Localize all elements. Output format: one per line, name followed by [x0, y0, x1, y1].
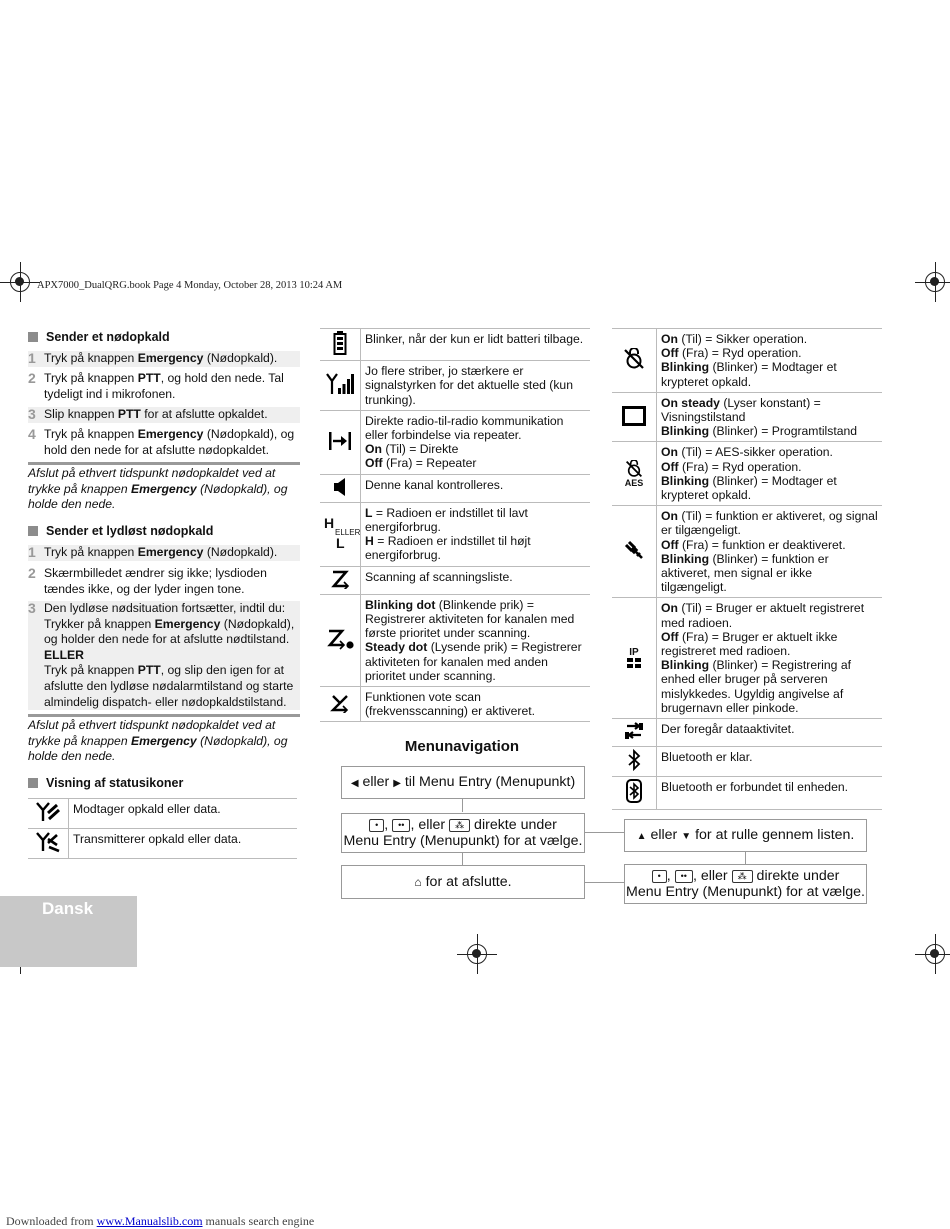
icon-row: [320, 410, 590, 474]
icon-row: [320, 687, 590, 722]
step-number: 2: [28, 370, 36, 386]
step-number: 4: [28, 426, 36, 442]
transmit-icon: [28, 829, 69, 859]
icon-description: Bluetooth er klar.: [657, 747, 883, 777]
step-number: 3: [28, 406, 36, 422]
download-footer: [6, 1214, 314, 1229]
down-arrow-icon: ▼: [681, 830, 692, 842]
icon-description: Bluetooth er forbundet til enheden.: [657, 777, 883, 809]
h-letter: H: [324, 515, 335, 532]
section-title-silent-emergency: [28, 524, 213, 538]
icon-description: Der foregår dataaktivitet.: [657, 719, 883, 747]
softkey-one-dot-icon: •: [369, 819, 384, 832]
menu-box-select: [341, 813, 585, 853]
battery-icon: [320, 329, 361, 361]
menu-text: ,: [384, 817, 393, 833]
crop-mark-bottom-center: [457, 934, 497, 974]
manualslib-link[interactable]: www.Manualslib.com: [96, 1214, 203, 1228]
icon-description: On (Til) = funktion er aktiveret, og signal er tilgængeligt. Off (Fra) = funktion er deaktiveret. Blinking (Blinker) = funktion er aktiveret, men signal er ikke tilgængeligt.: [657, 506, 883, 598]
flow-arrow: [584, 882, 624, 883]
step-text: Tryk på knappen Emergency (Nødopkald), og hold den nede for at afslutte nødopkaldet.: [44, 427, 295, 457]
mode-icon: [612, 392, 657, 442]
ip-registration-icon: [612, 598, 657, 719]
crop-mark-top-right: [915, 262, 950, 302]
priority-scan-icon: [320, 594, 361, 686]
section-title-emergency: [28, 330, 170, 344]
softkey-two-dot-icon: ••: [392, 819, 410, 832]
aes-secure-icon: [612, 442, 657, 506]
icon-description: On (Til) = Sikker operation. Off (Fra) = Ryd operation. Blinking (Blinker) = Modtager et krypteret opkald.: [657, 329, 883, 393]
icon-description: On steady (Lyser konstant) = Visningstilstand Blinking (Blinker) = Programtilstand: [657, 392, 883, 442]
menu-text: , eller: [410, 817, 450, 833]
menu-text: Menu Entry (Menupunkt) for at vælge.: [343, 833, 583, 849]
icon-row: [612, 329, 882, 393]
note-text: Afslut på ethvert tidspunkt nødopkaldet ved at trykke på knappen Emergency (Nødopkald), og holde den nede.: [28, 714, 300, 765]
step-text: Tryk på knappen PTT, og hold den nede. Tal tydeligt ind i mikrofonen.: [44, 371, 284, 401]
step-number: 3: [28, 600, 36, 616]
section-square-icon: [28, 526, 38, 536]
icon-description: Direkte radio-til-radio kommunikation eller forbindelse via repeater. On (Til) = Direkte Off (Fra) = Repeater: [361, 410, 591, 474]
section-title-text: Visning af statusikoner: [46, 776, 184, 790]
section-title-text: Sender et lydløst nødopkald: [46, 524, 214, 538]
flow-arrow: [584, 832, 624, 833]
icon-row: [612, 442, 882, 506]
section-square-icon: [28, 332, 38, 342]
menu-text: eller: [646, 826, 682, 843]
step-text: Skærmbilledet ændrer sig ikke; lysdioden tændes ikke, og der lyder ingen tone.: [44, 566, 267, 596]
receive-icon: [28, 799, 69, 829]
step-text: Tryk på knappen Emergency (Nødopkald).: [44, 351, 278, 365]
bluetooth-icon: [612, 747, 657, 777]
icon-row: [612, 719, 882, 747]
icon-description: L = Radioen er indstillet til lavt energiforbrug. H = Radioen er indstillet til højt energiforbrug.: [361, 502, 591, 566]
signal-strength-icon: [320, 361, 361, 411]
icon-row: [28, 829, 297, 859]
monitor-icon: [320, 474, 361, 502]
step-number: 2: [28, 565, 36, 581]
up-arrow-icon: ▲: [636, 830, 647, 842]
menu-navigation-title: Menunavigation: [404, 738, 520, 755]
step-item: [28, 371, 300, 402]
section-title-status-icons: [28, 776, 183, 790]
icon-row: [612, 598, 882, 719]
language-tab: [0, 896, 137, 967]
softkey-one-dot-icon: •: [652, 870, 667, 883]
power-level-icon: [320, 502, 361, 566]
scan-icon: [320, 566, 361, 594]
language-tab-label: Dansk: [42, 899, 94, 918]
menu-text: for at afslutte.: [421, 874, 512, 890]
icon-description: Blinking dot (Blinkende prik) = Registrerer aktiviteten for kanalen med første prioritet under scanning. Steady dot (Lysende prik) = Registrerer aktiviteten for kanalen med anden prioritet under scanning.: [361, 594, 591, 686]
icon-row: [612, 747, 882, 777]
icon-description: Blinker, når der kun er lidt batteri tilbage.: [361, 329, 591, 361]
icon-description: Jo flere striber, jo stærkere er signalstyrken for det aktuelle sted (kun trunking).: [361, 361, 591, 411]
l-letter: L: [336, 535, 345, 552]
note-text: Afslut på ethvert tidspunkt nødopkaldet ved at trykke på knappen Emergency (Nødopkald), og holde den nede.: [28, 462, 300, 513]
direct-repeater-icon: [320, 410, 361, 474]
menu-text: direkte under: [752, 868, 840, 884]
step-item: [28, 427, 300, 458]
flow-arrow: [745, 851, 746, 864]
icon-row: [612, 392, 882, 442]
flow-arrow: [462, 852, 463, 865]
menu-text: , eller: [692, 868, 732, 884]
step-text: Slip knappen PTT for at afslutte opkaldet.: [44, 407, 268, 421]
bluetooth-connected-icon: [612, 777, 657, 809]
menu-box-select-2: [624, 864, 867, 904]
step-text: Tryk på knappen Emergency (Nødopkald).: [44, 545, 278, 559]
crop-mark-top-left: [0, 262, 40, 302]
menu-text: ,: [666, 868, 675, 884]
icon-row: [320, 361, 590, 411]
menu-text: direkte under: [470, 817, 557, 833]
menu-text: eller: [358, 773, 394, 790]
left-arrow-icon: ◀: [350, 777, 359, 789]
section-square-icon: [28, 778, 38, 788]
icon-row: [320, 474, 590, 502]
footer-text: Downloaded from: [6, 1214, 97, 1228]
menu-text: til Menu Entry (Menupunkt): [400, 773, 576, 790]
softkey-two-dot-icon: ••: [675, 870, 693, 883]
status-icons-table-right: [612, 328, 882, 810]
secure-icon: [612, 329, 657, 393]
softkey-three-dot-icon: ⁂: [732, 870, 753, 883]
step-item: [28, 545, 300, 561]
gps-icon: [612, 506, 657, 598]
softkey-three-dot-icon: ⁂: [449, 819, 470, 832]
data-activity-icon: [612, 719, 657, 747]
step-number: 1: [28, 350, 36, 366]
section-title-text: Sender et nødopkald: [46, 330, 170, 344]
menu-box-scroll: [624, 819, 867, 852]
ip-label: IP: [629, 646, 639, 658]
icon-row: [320, 502, 590, 566]
icon-description: Transmitterer opkald eller data.: [69, 829, 298, 859]
step-item: [28, 351, 300, 367]
icon-description: Scanning af scanningsliste.: [361, 566, 591, 594]
eller-label: ELLER: [335, 528, 361, 538]
icon-description: Denne kanal kontrolleres.: [361, 474, 591, 502]
status-icons-table-middle: [320, 328, 590, 722]
status-icons-table-left: [28, 798, 297, 859]
menu-text: for at rulle gennem listen.: [691, 826, 855, 843]
vote-scan-icon: [320, 687, 361, 722]
book-header: APX7000_DualQRG.book Page 4 Monday, October 28, 2013 10:24 AM: [37, 280, 343, 291]
icon-description: On (Til) = Bruger er aktuelt registreret med radioen. Off (Fra) = Bruger er aktuelt ikke registreret med radioen. Blinking (Blinker) = Registrering af enhed eller bruger på serveren mislykkedes. Ugyldig angivelse af brugernavn eller pinkode.: [657, 598, 883, 719]
footer-text: manuals search engine: [202, 1214, 315, 1228]
menu-box-navigate: [341, 766, 585, 799]
step-item: [28, 407, 300, 423]
crop-mark-bottom-right: [915, 934, 950, 974]
step-item: [28, 601, 300, 710]
icon-row: [320, 329, 590, 361]
icon-row: [320, 566, 590, 594]
step-text: Den lydløse nødsituation fortsætter, indtil du: Trykker på knappen Emergency (Nødopkald), og holder den nede for at afslutte nødtilstand. ELLER Tryk på knappen PTT, og slip den igen for at afslutte den lydløse nødalarmtilstand og starte almindelig dispatch- eller nødopkaldstilstand.: [44, 601, 295, 709]
icon-description: On (Til) = AES-sikker operation. Off (Fra) = Ryd operation. Blinking (Blinker) = Modtager et krypteret opkald.: [657, 442, 883, 506]
step-number: 1: [28, 544, 36, 560]
aes-label: AES: [624, 477, 644, 488]
icon-description: Funktionen vote scan (frekvensscanning) er aktiveret.: [361, 687, 591, 722]
right-arrow-icon: ▶: [393, 777, 401, 789]
icon-row: [320, 594, 590, 686]
icon-row: [612, 777, 882, 809]
menu-text: Menu Entry (Menupunkt) for at vælge.: [626, 884, 865, 900]
icon-row: [28, 799, 297, 829]
icon-description: Modtager opkald eller data.: [69, 799, 298, 829]
flow-arrow: [462, 798, 463, 812]
step-item: [28, 566, 300, 597]
menu-box-exit: [341, 865, 585, 899]
home-icon: ⌂: [414, 875, 422, 889]
icon-row: [612, 506, 882, 598]
